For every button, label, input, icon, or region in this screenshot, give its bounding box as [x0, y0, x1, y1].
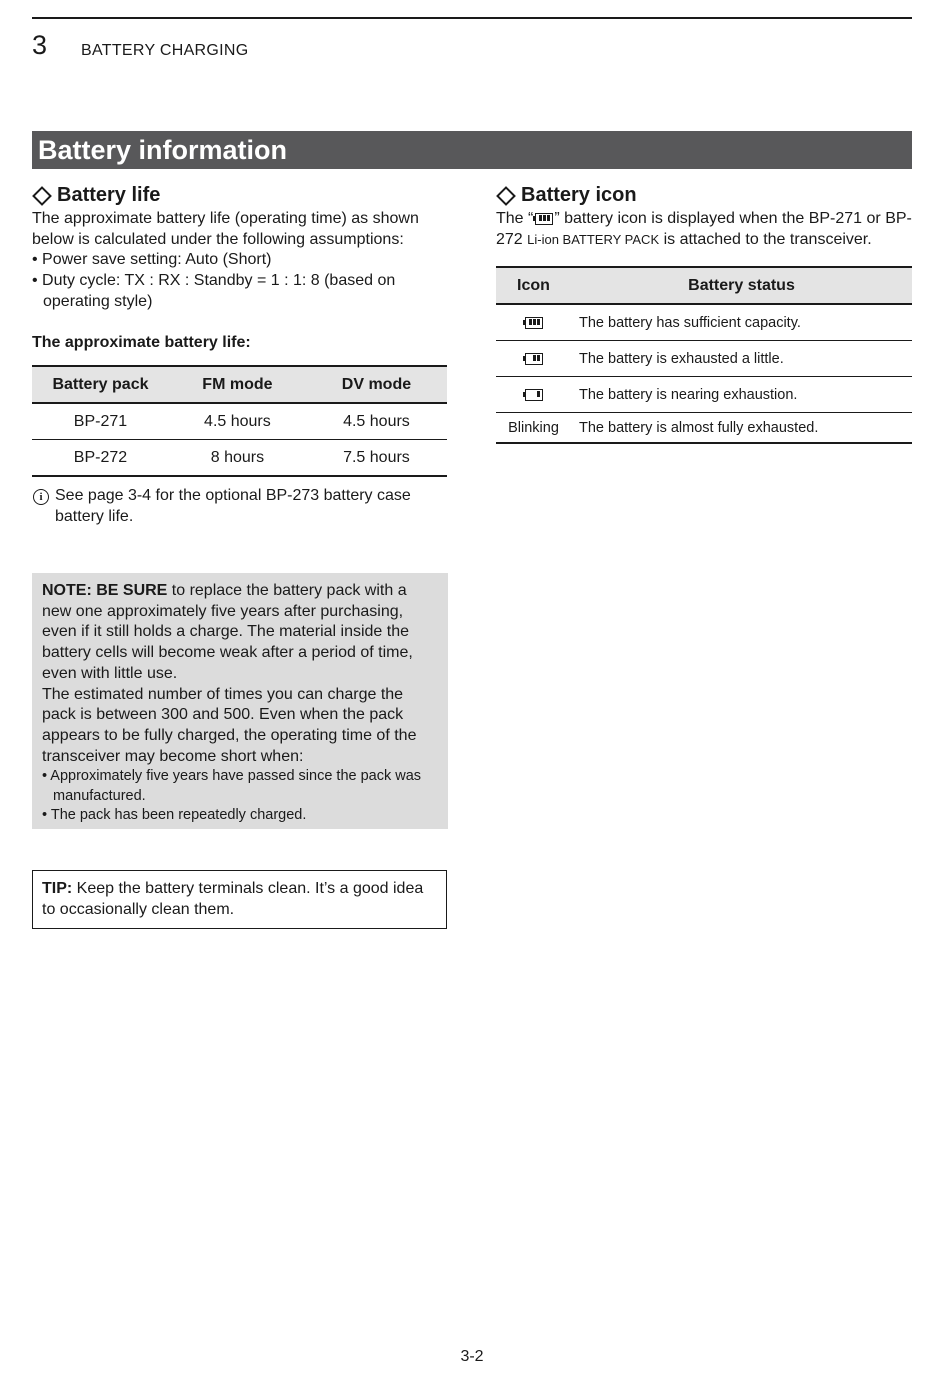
tip-box [32, 870, 447, 929]
tip-label: TIP: [42, 880, 73, 897]
footnote [32, 486, 447, 527]
table-row [496, 304, 912, 341]
footnote-text: See page 3-4 for the optional BP-273 battery case battery life. [55, 487, 411, 525]
battery-life-table [32, 365, 447, 477]
table-cell: The battery has sufficient capacity. [579, 314, 801, 331]
table-row [32, 403, 447, 440]
table-cell: Blinking [496, 413, 571, 444]
table-row [496, 413, 912, 444]
battery-full-icon [533, 213, 554, 225]
header-rule [32, 17, 912, 19]
tip-text: Keep the battery terminals clean. It’s a good idea to occasionally clean them. [42, 880, 424, 918]
note-bullet: • Approximately five years have passed since the pack was manufactured. [42, 768, 422, 804]
column-header: FM mode [169, 366, 306, 403]
battery-icon-table [496, 266, 912, 444]
battery-life-intro: The approximate battery life (operating time) as shown below is calculated under the following assumptions: [32, 210, 419, 248]
column-header: Battery status [571, 267, 912, 304]
battery-one-bar-icon [523, 389, 544, 401]
table-cell [496, 377, 571, 413]
battery-life-table-title: The approximate battery life: [32, 333, 251, 351]
tip-paragraph [42, 879, 437, 920]
column-header: DV mode [306, 366, 447, 403]
note-label: NOTE: BE SURE [42, 582, 168, 599]
table-cell: The battery is almost fully exhausted. [571, 413, 912, 444]
table-cell: 4.5 hours [343, 412, 410, 430]
chapter-number: 3 [32, 30, 48, 60]
note-paragraph [42, 581, 438, 685]
diamond-icon [496, 186, 516, 206]
table-cell: 4.5 hours [204, 412, 271, 430]
battery-two-bars-icon [523, 353, 544, 365]
note-bullet: • The pack has been repeatedly charged. [42, 807, 307, 824]
table-cell [496, 304, 571, 341]
battery-full-icon [523, 317, 544, 329]
note-paragraph: The estimated number of times you can charge the pack is between 300 and 500. Even when the pack appears to be fully charged, the operating time of the transceiver may become short when: [42, 685, 417, 765]
table-row [32, 440, 447, 477]
table-cell [496, 341, 571, 377]
table-cell: BP-272 [32, 440, 169, 477]
section-banner [32, 131, 912, 169]
table-cell: BP-271 [73, 412, 128, 430]
battery-icon-intro: The “ ” battery icon is displayed when the BP-271 or BP-272 Li-ion BATTERY PACK is attached to the transceiver. [496, 210, 912, 248]
column-header: Icon [496, 267, 571, 304]
chapter-title: BATTERY CHARGING [81, 42, 249, 59]
note-text: to replace the battery pack with a new one approximately five years after purchasing, even if it still holds a charge. The material inside the battery cells will become weak after a period of time, even with little use. [42, 582, 413, 682]
page-number: 3-2 [460, 1348, 484, 1365]
table-header-row [32, 366, 447, 403]
table-header-row [496, 267, 912, 304]
column-header: Battery pack [32, 366, 169, 403]
table-cell: 7.5 hours [306, 440, 447, 477]
table-cell: 8 hours [169, 440, 306, 477]
table-cell: The battery is nearing exhaustion. [571, 377, 912, 413]
info-icon: i [33, 489, 49, 505]
section-title: Battery information [38, 135, 288, 165]
diamond-icon [32, 186, 52, 206]
battery-icon-heading: Battery icon [496, 182, 912, 209]
assumption-item: • Power save setting: Auto (Short) [32, 251, 272, 269]
battery-life-heading: Battery life [32, 182, 447, 209]
table-cell: The battery is exhausted a little. [571, 341, 912, 377]
note-box [32, 573, 448, 829]
assumption-item: • Duty cycle: TX : RX : Standby = 1 : 1: 8 (based on operating style) [32, 272, 396, 310]
battery-life-section [32, 182, 447, 528]
battery-icon-section [496, 182, 912, 444]
table-row [496, 377, 912, 413]
table-row [496, 341, 912, 377]
